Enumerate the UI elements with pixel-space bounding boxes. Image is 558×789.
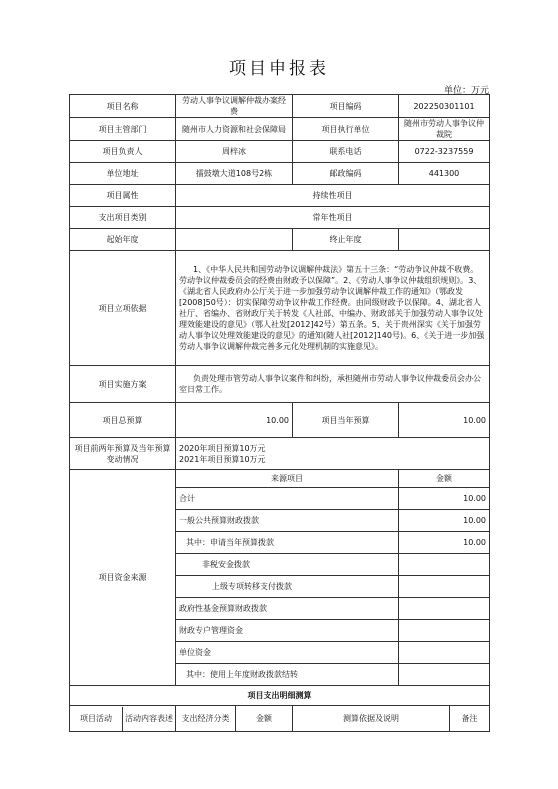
value-start-year: [176, 229, 293, 251]
fund-item-amount: [399, 598, 490, 620]
fund-item-label: 财政专户管理资金: [176, 620, 399, 642]
fund-item-amount: [399, 642, 490, 664]
fund-item-label: 单位资金: [176, 642, 399, 664]
value-exec-unit: 随州市劳动人事争议仲裁院: [399, 118, 490, 141]
unit-label: 单位：万元: [443, 86, 489, 96]
value-attribute: 持续性项目: [176, 185, 490, 207]
prev-budget-line-2: 2021年项目预算10万元: [179, 454, 266, 464]
row-years: [70, 229, 490, 251]
detail-subheader-table: [70, 707, 175, 731]
value-project-name: 劳动人事争议调解仲裁办案经费: [176, 95, 293, 118]
row-plan: [70, 366, 490, 403]
row-attribute: [70, 185, 490, 207]
fund-item-amount: 10.00: [399, 532, 490, 554]
value-phone: 0722-3237559: [399, 141, 490, 163]
value-basis: 1、《中华人民共和国劳动争议调解仲裁法》第五十三条：“劳动争议仲裁不收费。劳动争议仲裁委员会的经费由财政予以保障”。2、《劳动人事争议仲裁组织规则》。3、《湖北省人民政府办公厅关于进一步加强劳动争议调解仲裁工作的通知》（鄂政发[2008]50号）：切实保障劳动争议仲裁工作经费。由同级财政予以保障。4、湖北省人社厅、省编办、省财政厅关于转发《人社部、中编办、财政部关于加强劳动人事争议处理效能建设的意见》（鄂人社发[2012]42号）第五条。5、关于贵州深实《关于加强劳动人事争议处理效能建设的意见》的通知(随人社[2012]140号)。6、《关于进一步加强劳动人事争议调解仲裁完善多元化处理机制的实施意见》。: [176, 251, 490, 366]
value-prev-budget: [176, 438, 490, 470]
label-start-year: 起始年度: [70, 229, 176, 251]
detail-section-title: 项目支出明细测算: [70, 686, 490, 706]
row-leader: [70, 141, 490, 163]
fund-item-label: 其中：使用上年度财政拨款结转: [176, 664, 399, 686]
label-end-year: 终止年度: [293, 229, 399, 251]
row-project-name: [70, 95, 490, 118]
detail-header-econ-class: 支出经济分类: [176, 706, 236, 732]
row-address: [70, 163, 490, 185]
fund-item-label: 合计: [176, 488, 399, 510]
fund-item-label: 一般公共预算财政拨款: [176, 510, 399, 532]
label-basis: 项目立项依据: [70, 251, 176, 366]
value-plan: 负责处理市管劳动人事争议案件和纠纷，承担随州市劳动人事争议仲裁委员会办公室日常工作。: [176, 366, 490, 403]
label-project-code: 项目编码: [293, 95, 399, 118]
label-phone: 联系电话: [293, 141, 399, 163]
fund-item-label: 非税安金拨款: [176, 554, 399, 576]
project-application-table: [69, 94, 490, 732]
fund-header-item: 来源项目: [176, 470, 399, 488]
value-dept: 随州市人力资源和社会保障局: [176, 118, 293, 141]
fund-item-amount: 10.00: [399, 488, 490, 510]
row-category: [70, 207, 490, 229]
value-total-budget: 10.00: [176, 403, 293, 438]
detail-header-remark: 备注: [450, 706, 490, 732]
value-end-year: [399, 229, 490, 251]
row-prev-budget: [70, 438, 490, 470]
label-plan: 项目实施方案: [70, 366, 176, 403]
fund-item-amount: [399, 664, 490, 686]
label-category: 支出项目类别: [70, 207, 176, 229]
label-attribute: 项目属性: [70, 185, 176, 207]
detail-header-basis: 测算依据及说明: [293, 706, 450, 732]
value-zip: 441300: [399, 163, 490, 185]
row-detail-title: [70, 686, 490, 706]
label-dept: 项目主管部门: [70, 118, 176, 141]
label-exec-unit: 项目执行单位: [293, 118, 399, 141]
value-leader: 周梓冰: [176, 141, 293, 163]
prev-budget-line-1: 2020年项目预算10万元: [179, 443, 266, 453]
detail-header-content: 活动内容表述: [125, 714, 173, 723]
fund-item-label: 上级专项转移支付拨款: [176, 576, 399, 598]
value-project-code: 202250301101: [399, 95, 490, 118]
label-address: 单位地址: [70, 163, 176, 185]
fund-item-amount: [399, 576, 490, 598]
label-project-name: 项目名称: [70, 95, 176, 118]
fund-item-label: 其中：申请当年预算拨款: [176, 532, 399, 554]
label-current-budget: 项目当年预算: [293, 403, 399, 438]
value-current-budget: 10.00: [399, 403, 490, 438]
detail-header-activity: 项目活动: [70, 707, 123, 731]
value-category: 常年性项目: [176, 207, 490, 229]
fund-header-amount: 金额: [399, 470, 490, 488]
label-fund-source: 项目资金来源: [70, 470, 176, 686]
row-fund-header: [70, 470, 490, 488]
row-department: [70, 118, 490, 141]
row-detail-headers: [70, 706, 490, 732]
fund-item-label: 政府性基金预算财政拨款: [176, 598, 399, 620]
detail-header-amount: 金额: [236, 706, 293, 732]
fund-item-amount: [399, 554, 490, 576]
label-prev-budget: 项目前两年预算及当年预算变动情况: [70, 438, 176, 470]
fund-item-amount: [399, 620, 490, 642]
value-address: 擂鼓墩大道108号2栋: [176, 163, 293, 185]
page-title: 项目申报表: [229, 59, 329, 79]
label-total-budget: 项目总预算: [70, 403, 176, 438]
label-leader: 项目负责人: [70, 141, 176, 163]
row-budget: [70, 403, 490, 438]
row-basis: [70, 251, 490, 366]
label-zip: 邮政编码: [293, 163, 399, 185]
fund-item-amount: 10.00: [399, 510, 490, 532]
